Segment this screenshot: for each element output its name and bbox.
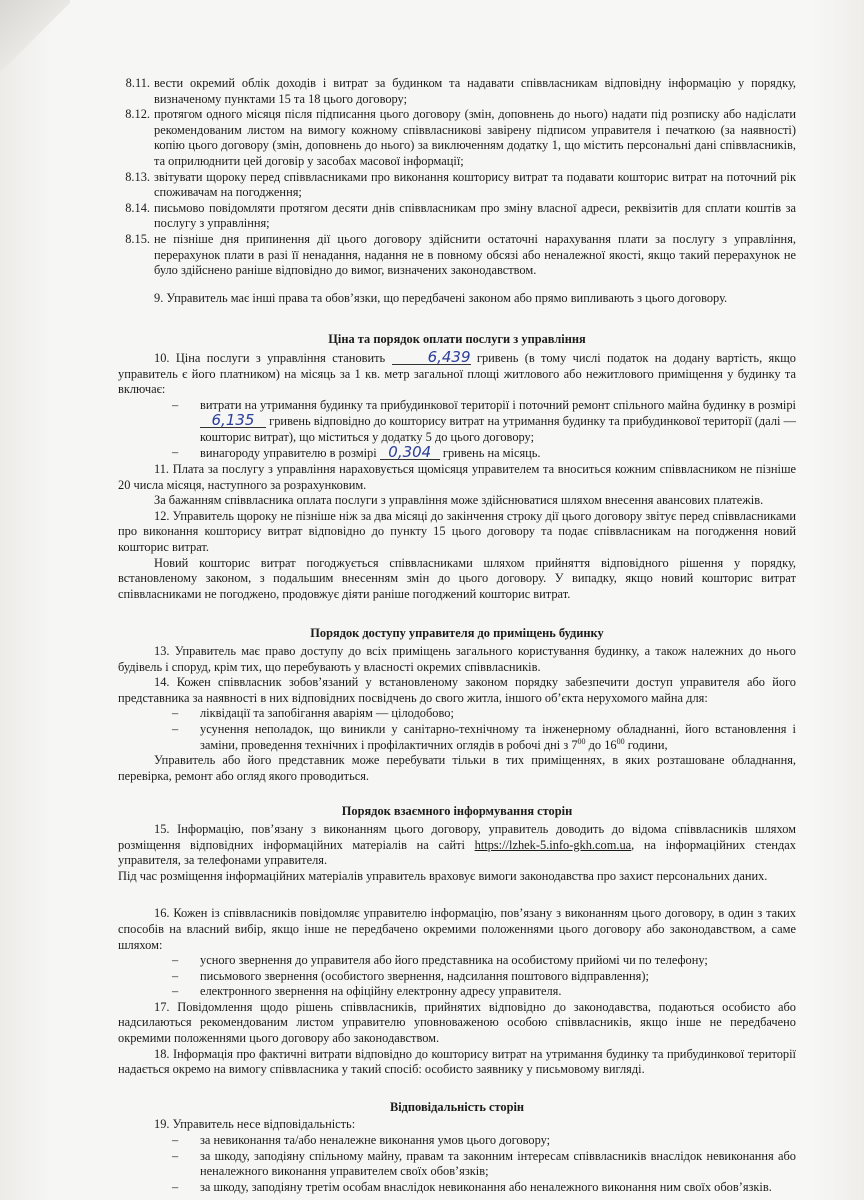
paragraph-14b: Управитель або його представник може перебувати тільки в тих приміщеннях, в яких розташоване обладнання, перевірка, ремонт або огляд якого проводиться. bbox=[118, 753, 796, 783]
document-body bbox=[118, 76, 796, 1195]
section-heading-responsibility: Відповідальність сторін bbox=[389, 1099, 525, 1114]
paragraph-18: 18. Інформація про фактичні витрати відповідно до кошторису витрат на утримання будинку та прибудинкової території надається окремо на вимогу співвласника у такий спосіб: особисто заявнику у письмовому вигляді. bbox=[118, 1046, 796, 1077]
list-item: – електронного звернення на офіційну електронну адресу управителя. bbox=[172, 984, 562, 999]
list-item: – за шкоду, заподіяну третім особам внаслідок невиконання або неналежного виконання ним своїх обов’язків. bbox=[172, 1179, 772, 1194]
handwritten-fee-amount: 0,304 bbox=[380, 445, 440, 460]
list-item: – ліквідації та запобігання аваріям — цілодобово; bbox=[172, 706, 454, 721]
paragraph-16: 16. Кожен із співвласників повідомляє управителю інформацію, пов’язану з виконанням цього договору, в один з таких способів на власний вибір, якщо інше не передбачено окремими положеннями цього договору або законодавством, а саме шляхом: bbox=[118, 906, 796, 952]
list-item: – усного звернення до управителя або його представника на особистому прийомі чи по телефону; bbox=[172, 953, 708, 968]
website-link[interactable]: https://lzhek-5.info-gkh.com.ua bbox=[474, 837, 632, 852]
section-heading-price: Ціна та порядок оплати послуги з управління bbox=[328, 332, 586, 347]
paragraph-12b: Новий кошторис витрат погоджується співвласниками шляхом прийняття відповідного рішення у порядку, встановленому законом, з подальшим внесенням змін до цього договору. У випадку, якщо новий кошторис витрат співвласниками не погоджено, продовжує діяти раніше погоджений кошторис витрат. bbox=[118, 555, 796, 601]
list-item: – усунення неполадок, що виникли у санітарно-технічному та інженерному обладнанні, його встановлення і заміни, проведення технічних і профілактичних оглядів в робочі дні з $7^{00}$ до $16^{00}$ години, bbox=[172, 721, 796, 752]
handwritten-maintenance-amount: 6,135 bbox=[200, 413, 266, 428]
paragraph-9: 9. Управитель має інші права та обов’язки, що передбачені законом або прямо випливають з цього договору. bbox=[154, 290, 728, 305]
paragraph-15: 15. Інформацію, пов’язану з виконанням цього договору, управитель доводить до відома співвласників шляхом розміщення відповідних інформаційних матеріалів на сайті https://lzhek-5.info-gkh.com.ua, на інформаційних стендах управителя, за телефонами управителя. bbox=[118, 821, 796, 868]
paragraph-11b: За бажанням співвласника оплата послуги з управління може здійснюватися шляхом внесення авансових платежів. bbox=[154, 493, 764, 508]
list-item: – за невиконання та/або неналежне виконання умов цього договору; bbox=[172, 1133, 551, 1148]
list-item: 8.14. письмово повідомляти протягом десяти днів співвласникам про зміну власної адреси, реквізитів для сплати коштів за послугу з управління; bbox=[125, 200, 796, 231]
section-heading-access: Порядок доступу управителя до приміщень будинку bbox=[310, 626, 604, 641]
list-item: – винагороду управителю в розмірі 0,304 гривень на місяць. bbox=[172, 443, 541, 462]
section-heading-info: Порядок взаємного інформування сторін bbox=[341, 804, 573, 819]
handwritten-price: 6,439 bbox=[392, 350, 471, 365]
list-item: 8.15. не пізніше дня припинення дії цього договору здійснити остаточні нарахування плати за послугу з управління, перерахунок плати в разі її ненадання, надання не в повному обсязі або неналежної якості, якщо такий перерахунок не було здійснено раніше відповідно до вимог, визначених законодавством. bbox=[125, 231, 796, 278]
paragraph-19: 19. Управитель несе відповідальність: bbox=[154, 1117, 356, 1132]
list-item: – письмового звернення (особистого звернення, надсилання поштового відправлення); bbox=[172, 968, 649, 983]
paragraph-10: 10. Ціна послуги з управління становить 6,439 гривень (в тому числі податок на додану вартість, якщо управитель є його платником) на місяць за 1 кв. метр загальної площі житлового або нежитлового приміщення у будинку та включає: bbox=[118, 347, 796, 397]
list-item: 8.11. вести окремий облік доходів і витрат за будинком та надавати співвласникам відповідну інформацію у порядку, визначеному пунктами 15 та 18 цього договору; bbox=[125, 76, 796, 106]
list-item: – витрати на утримання будинку та прибудинкової території і поточний ремонт спільного майна будинку в розмірі 6,135 гривень відповідно до кошторису витрат на утримання будинку та прибудинкової території (далі — кошторис витрат), що міститься у додатку 5 до цього договору; bbox=[172, 397, 796, 444]
paragraph-14: 14. Кожен співвласник зобов’язаний у встановленому законом порядку забезпечити доступ управителя або його представника за наявності в них відповідних посвідчень до свого житла, іншого об’єкта нерухомого майна для: bbox=[118, 675, 796, 705]
paragraph-11: 11. Плата за послугу з управління нараховується щомісяця управителем та вноситься кожним співвласником не пізніше 20 числа місяця, наступного за розрахунковим. bbox=[118, 462, 796, 492]
paragraph-13: 13. Управитель має право доступу до всіх приміщень загального користування будинку, а також належних до нього будівель і споруд, крім тих, що перебувають у власності окремих співвласників. bbox=[118, 644, 796, 674]
list-item: 8.13. звітувати щороку перед співвласниками про виконання кошторису витрат та подавати кошторис витрат на поточний рік споживачам на погодження; bbox=[125, 169, 796, 200]
paragraph-15b: Під час розміщення інформаційних матеріалів управитель враховує вимоги законодавства про захист персональних даних. bbox=[118, 868, 768, 883]
paragraph-17: 17. Повідомлення щодо рішень співвласників, прийнятих відповідно до законодавства, подаються особисто або надсилаються рекомендованим листом управителю уповноваженою особою співвласників, якщо інше не передбачено окремими положеннями цього договору або законодавством. bbox=[118, 999, 796, 1046]
page-corner-fold bbox=[0, 0, 70, 90]
paragraph-12: 12. Управитель щороку не пізніше ніж за два місяці до закінчення строку дії цього договору звітує перед співвласниками про виконання кошторису витрат відповідно до пункту 15 цього договору та подає співвласникам на погодження новий кошторис витрат. bbox=[118, 508, 796, 555]
list-item: 8.12. протягом одного місяця після підписання цього договору (змін, доповнень до нього) надати під розписку або надіслати рекомендованим листом на вимогу кожному співвласникові завірену підписом управителя і печаткою (за наявності) копію цього договору (змін, доповнень до нього) за виключенням додатку 1, що містить персональні дані співвласників, та оприлюднити цей договір у засобах масової інформації; bbox=[125, 107, 796, 168]
list-item: – за шкоду, заподіяну спільному майну, правам та законним інтересам співвласників внаслідок невиконання або неналежного виконання управителем своїх обов’язків; bbox=[172, 1148, 796, 1179]
